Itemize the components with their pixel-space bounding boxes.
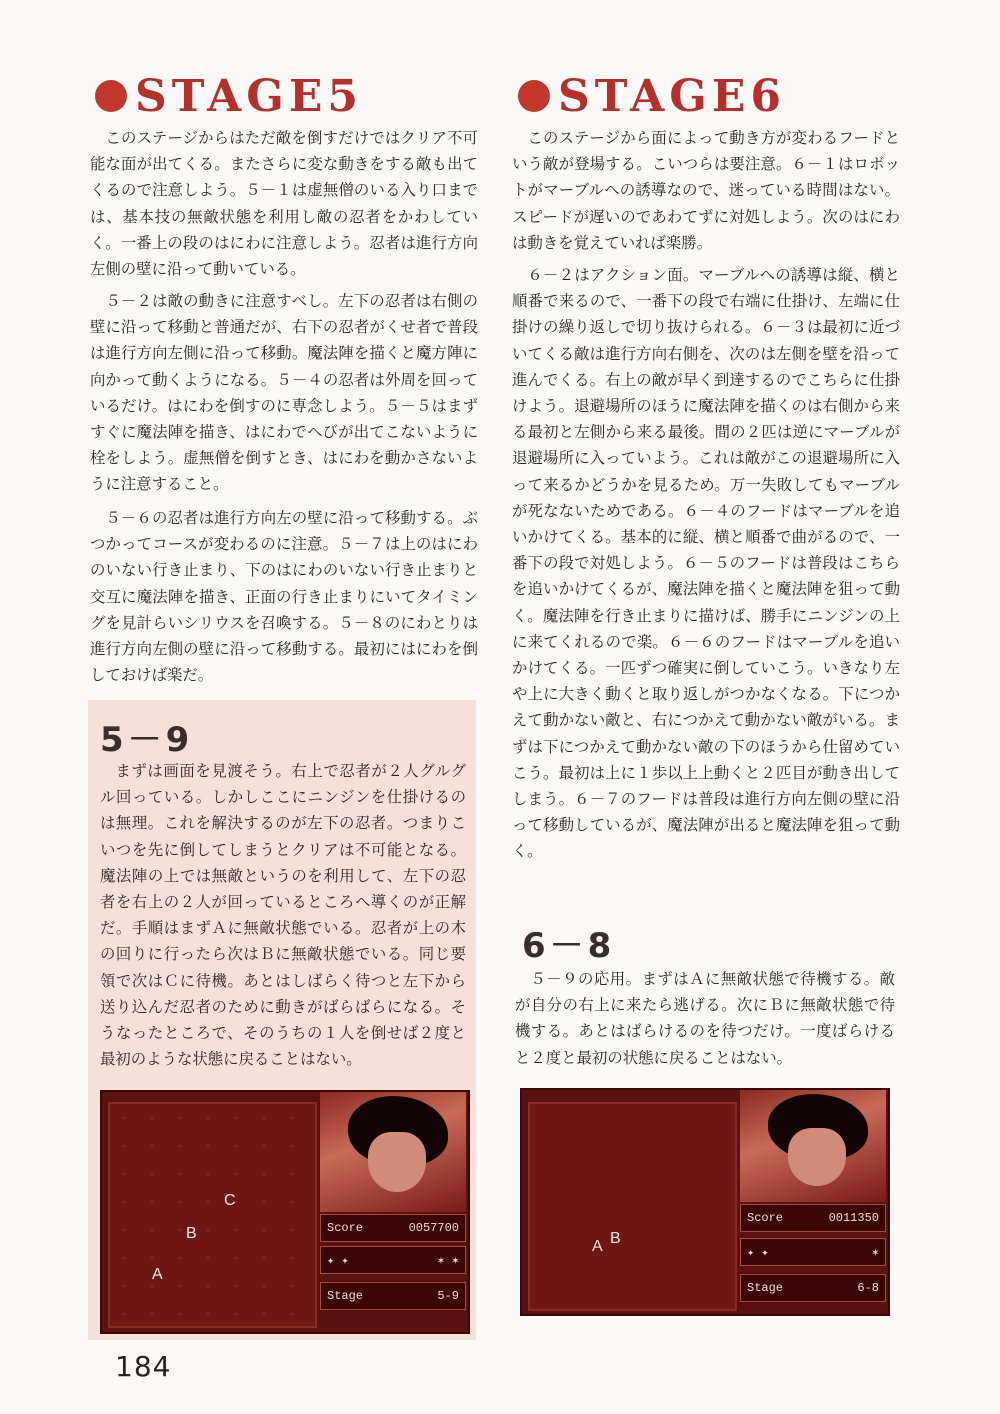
stage6-title: STAGE6 [558, 70, 786, 122]
stage-label: Stage [327, 1289, 364, 1303]
stage5-9-screenshot [100, 1090, 470, 1334]
stage5-heading [95, 66, 363, 126]
item-icon: ✦ ✦ [747, 1245, 769, 1260]
stage5-9-heading: 5－9 [100, 720, 194, 760]
marker-a: A [592, 1238, 603, 1255]
stage-value: 5-9 [437, 1289, 459, 1303]
game-field [108, 1102, 317, 1328]
score-label: Score [747, 1211, 784, 1225]
stage6-8-heading: 6－8 [522, 926, 616, 966]
score-value: 0011350 [828, 1211, 879, 1225]
item-icon: ✶ [871, 1245, 879, 1260]
face [368, 1132, 426, 1192]
character-portrait [740, 1090, 886, 1202]
score-panel [740, 1204, 886, 1232]
stage-value: 6-8 [857, 1281, 879, 1295]
stage-panel [740, 1274, 886, 1302]
stage-panel [320, 1282, 466, 1310]
score-label: Score [327, 1221, 364, 1235]
stage5-paragraph-1: このステージからはただ敵を倒すだけではクリア不可能な面が出てくる。またさらに変な動きをする敵も出てくるので注意しよう。５－１は虚無僧のいる入り口までは、基本技の無敵状態を利用し敵の忍者をかわしていく。一番上の段のはにわに注意しよう。忍者は進行方向左側の壁に沿って動いている。 [90, 129, 478, 279]
item-icon: ✦ ✦ [327, 1253, 349, 1268]
stage6-8-screenshot [520, 1088, 890, 1316]
items-panel [320, 1246, 466, 1274]
stage6-paragraph-1: このステージから面によって動き方が変わるフードという敵が登場する。こいつらは要注意。６－１はロボットがマーブルへの誘導なので、迷っている時間はない。スピードが遅いのであわてずに対処しよう。次のはにわは動きを覚えていれば楽勝。 [512, 129, 900, 252]
page-number: 184 [115, 1350, 172, 1383]
stage6-heading [518, 66, 786, 126]
items-panel [740, 1238, 886, 1266]
marker-b: B [610, 1230, 621, 1247]
stage5-title: STAGE5 [135, 70, 363, 122]
item-icon: ✶ ✶ [437, 1253, 459, 1268]
face [788, 1128, 846, 1186]
stage5-paragraph-3: ５－６の忍者は進行方向左の壁に沿って移動する。ぶつかってコースが変わるのに注意。５－７は上のはにわのいない行き止まり、下のはにわのいない行き止まりと交互に魔法陣を描き、正面の行き止まりにいてタイミングを見計らいシリウスを召喚する。５－８のにわとりは進行方向左側の壁に沿って移動する。最初にはにわを倒しておけば楽だ。 [90, 509, 478, 685]
character-portrait [320, 1092, 466, 1212]
stage5-paragraph-2: ５－２は敵の動きに注意すべし。左下の忍者は右側の壁に沿って移動と普通だが、右下の忍者がくせ者で普段は進行方向左側に沿って移動。魔法陣を描くと魔方陣に向かって動くようになる。５－４の忍者は外周を回っているだけ。はにわを倒すのに専念しよう。５－５はまずすぐに魔法陣を描き、はにわでへびが出てこないように栓をしよう。虚無僧を倒すとき、はにわを動かさないように注意すること。 [90, 292, 478, 494]
marker-c: C [224, 1192, 236, 1209]
score-value: 0057700 [408, 1221, 459, 1235]
bullet-icon [95, 80, 127, 112]
marker-b: B [186, 1225, 197, 1242]
score-panel [320, 1214, 466, 1242]
stage-label: Stage [747, 1281, 784, 1295]
bullet-icon [518, 80, 550, 112]
game-field [528, 1102, 737, 1311]
stage6-8-paragraph: ５－９の応用。まずはＡに無敵状態で待機する。敵が自分の右上に来たら逃げる。次にＢに無敵状態で待機する。あとはばらけるのを待つだけ。一度ばらけると２度と最初の状態に戻ることはない。 [515, 970, 895, 1067]
marker-a: A [152, 1266, 163, 1283]
stage6-paragraph-2: ６－２はアクション面。マーブルへの誘導は縦、横と順番で来るので、一番下の段で右端に仕掛け、左端に仕掛けの繰り返しで切り抜けられる。６－３は最初に近づいてくる敵は進行方向右側を、次のは左側を壁を沿って進んでくる。右上の敵が早く到達するのでこちらに仕掛けよう。退避場所のほうに魔法陣を描くのは右側から来る最初と左側から来る最後。間の２匹は逆にマーブルが退避場所に入っていよう。これは敵がこの退避場所に入って来るかどうかを見るため。万一失敗してもマーブルが死なないためである。６－４のフードはマーブルを追いかけてくる。基本的に縦、横と順番で曲がるので、一番下の段で対処しよう。６－５のフードは普段はこちらを追いかけてくるが、魔法陣を描くと魔法陣を狙って動く。魔法陣を行き止まりに描けば、勝手にニンジンの上に来てくれるので楽。６－６のフードはマーブルを追いかけてくる。一匹ずつ確実に倒していこう。いきなり左や上に大きく動くと取り返しがつかなくなる。下につかえて動かない敵と、右につかえて動かない敵がいる。まずは下につかえて動かない敵の下のほうから仕留めていこう。最初は上に１歩以上上動くと２匹目が動き出してしまう。６－７のフードは普段は進行方向左側の壁に沿って移動しているが、魔法陣が出ると魔法陣を狙って動く。 [512, 266, 900, 861]
stage5-9-paragraph: まずは画面を見渡そう。右上で忍者が２人グルグル回っている。しかしここにニンジンを仕掛けるのは無理。これを解決するのが左下の忍者。つまりこいつを先に倒してしまうとクリアは不可能となる。魔法陣の上では無敵というのを利用して、左下の忍者を右上の２人が回っているところへ導くのが正解だ。手順はまずＡに無敵状態でいる。忍者が上の木の回りに行ったら次はＢに無敵状態でいる。同じ要領で次はＣに待機。あとはしばらく待つと左下から送り込んだ忍者のために動きがばらばらになる。そうなったところで、そのうちの１人を倒せば２度と最初のような状態に戻ることはない。 [100, 762, 466, 1069]
